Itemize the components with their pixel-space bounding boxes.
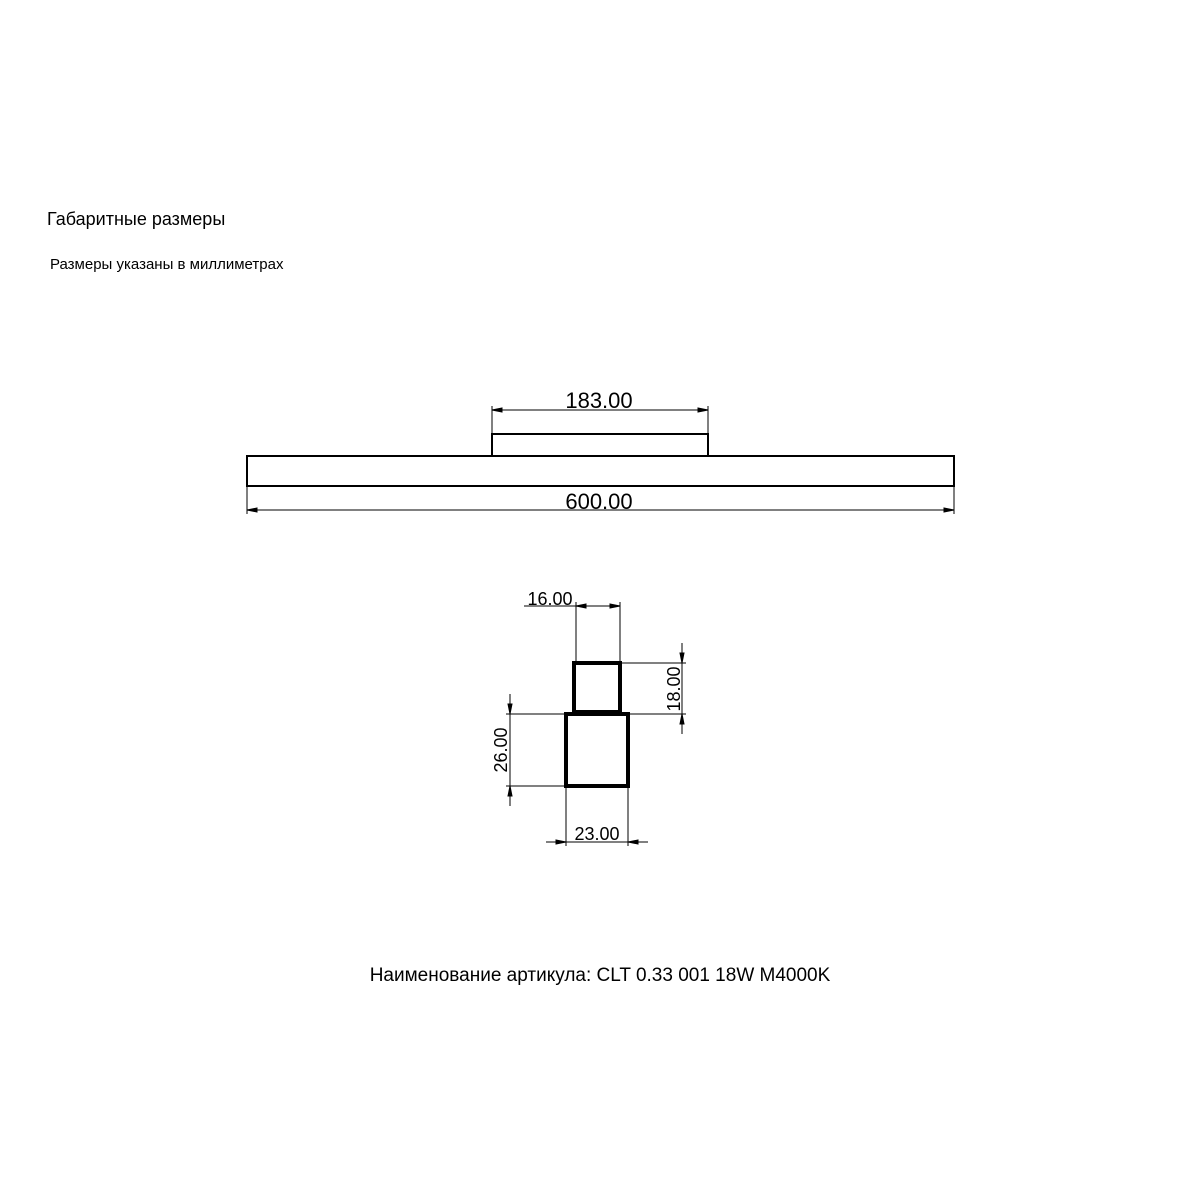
section-lower-profile xyxy=(566,714,628,786)
dim-label-16: 16.00 xyxy=(527,589,573,609)
drawing-title: Габаритные размеры xyxy=(47,209,226,229)
dim-label-26: 26.00 xyxy=(491,727,511,773)
units-note: Размеры указаны в миллиметрах xyxy=(50,256,284,273)
dimension-26 xyxy=(506,694,566,806)
section-upper-profile xyxy=(574,663,620,712)
dim-label-18: 18.00 xyxy=(664,666,684,712)
lamp-body-outline xyxy=(247,456,954,486)
article-name: Наименование артикула: CLT 0.33 001 18W M4000K xyxy=(369,965,831,986)
dim-label-600: 600.00 xyxy=(565,489,633,514)
section-view xyxy=(491,589,686,846)
lamp-mount-outline xyxy=(492,434,708,456)
dim-label-183: 183.00 xyxy=(565,388,633,413)
top-view xyxy=(247,388,954,514)
dim-label-23: 23.00 xyxy=(574,824,620,844)
dimension-16 xyxy=(524,602,620,663)
